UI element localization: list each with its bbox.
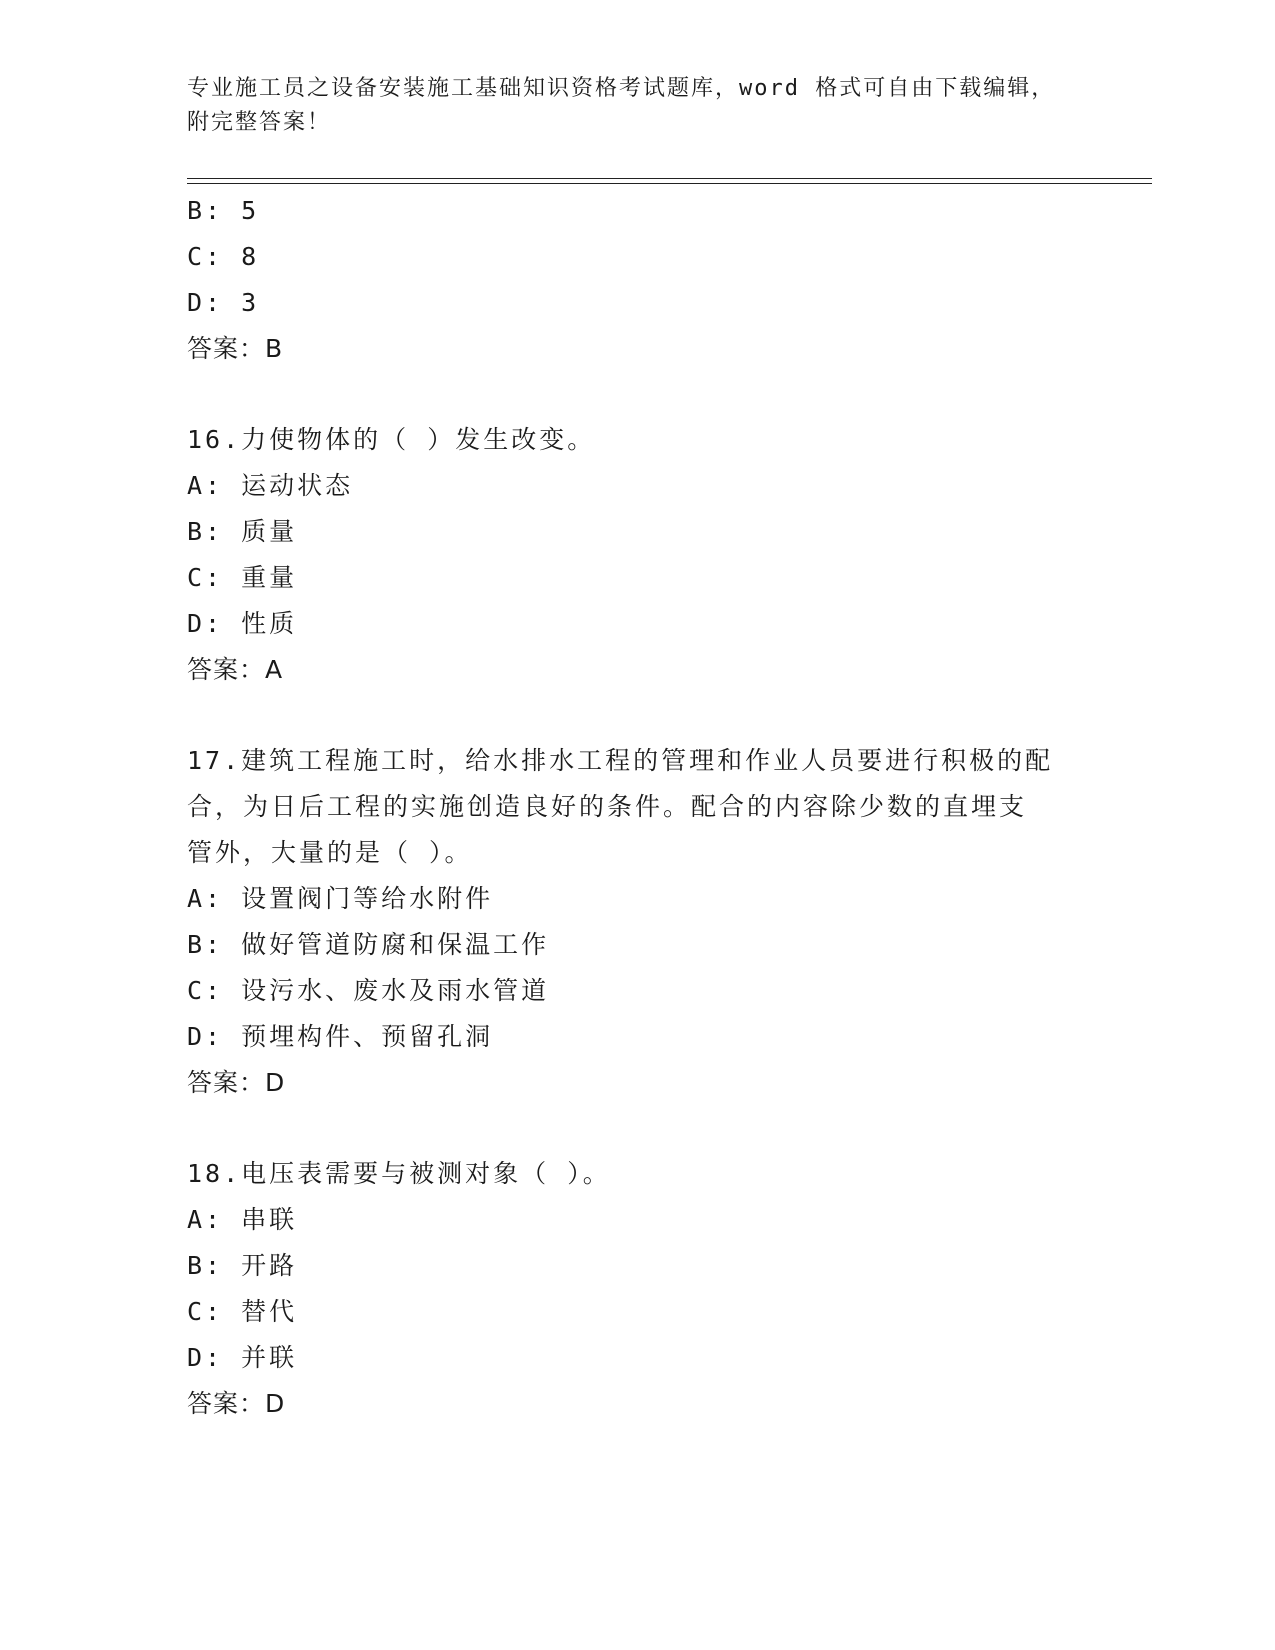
question-15	[187, 188, 1087, 372]
option-b: B: 开路	[187, 1251, 298, 1280]
answer: 答案：D	[187, 1389, 286, 1418]
option-b: B: 做好管道防腐和保温工作	[187, 930, 550, 959]
stem-line: 合，为日后工程的实施创造良好的条件。配合的内容除少数的直埋支	[187, 792, 1028, 821]
answer: 答案：B	[187, 334, 284, 363]
question-17	[187, 738, 1087, 1106]
stem-line: 17.建筑工程施工时，给水排水工程的管理和作业人员要进行积极的配	[187, 746, 1054, 775]
answer: 答案：D	[187, 1068, 286, 1097]
option-b: B: 5	[187, 196, 260, 225]
question-stem	[187, 738, 1087, 876]
option-b: B: 质量	[187, 517, 298, 546]
page-header	[187, 72, 1087, 140]
header-divider-bottom	[187, 183, 1152, 184]
header-line-1: 专业施工员之设备安装施工基础知识资格考试题库，word 格式可自由下载编辑，	[187, 76, 1056, 101]
option-d: D: 并联	[187, 1343, 298, 1372]
option-d: D: 性质	[187, 609, 298, 638]
option-d: D: 预埋构件、预留孔洞	[187, 1022, 494, 1051]
question-stem: 16.力使物体的（ ）发生改变。	[187, 425, 596, 454]
stem-line: 管外，大量的是（ ）。	[187, 838, 473, 867]
question-list	[187, 188, 1087, 1427]
option-d: D: 3	[187, 288, 260, 317]
header-line-2: 附完整答案！	[187, 110, 332, 135]
option-c: C: 替代	[187, 1297, 298, 1326]
question-18	[187, 1151, 1087, 1427]
header-divider-top	[187, 178, 1152, 179]
answer: 答案：A	[187, 655, 284, 684]
option-a: A: 串联	[187, 1205, 298, 1234]
option-a: A: 运动状态	[187, 471, 354, 500]
option-c: C: 8	[187, 242, 260, 271]
option-c: C: 重量	[187, 563, 298, 592]
question-16	[187, 417, 1087, 693]
question-stem: 18.电压表需要与被测对象（ ）。	[187, 1159, 611, 1188]
option-a: A: 设置阀门等给水附件	[187, 884, 494, 913]
option-c: C: 设污水、废水及雨水管道	[187, 976, 550, 1005]
